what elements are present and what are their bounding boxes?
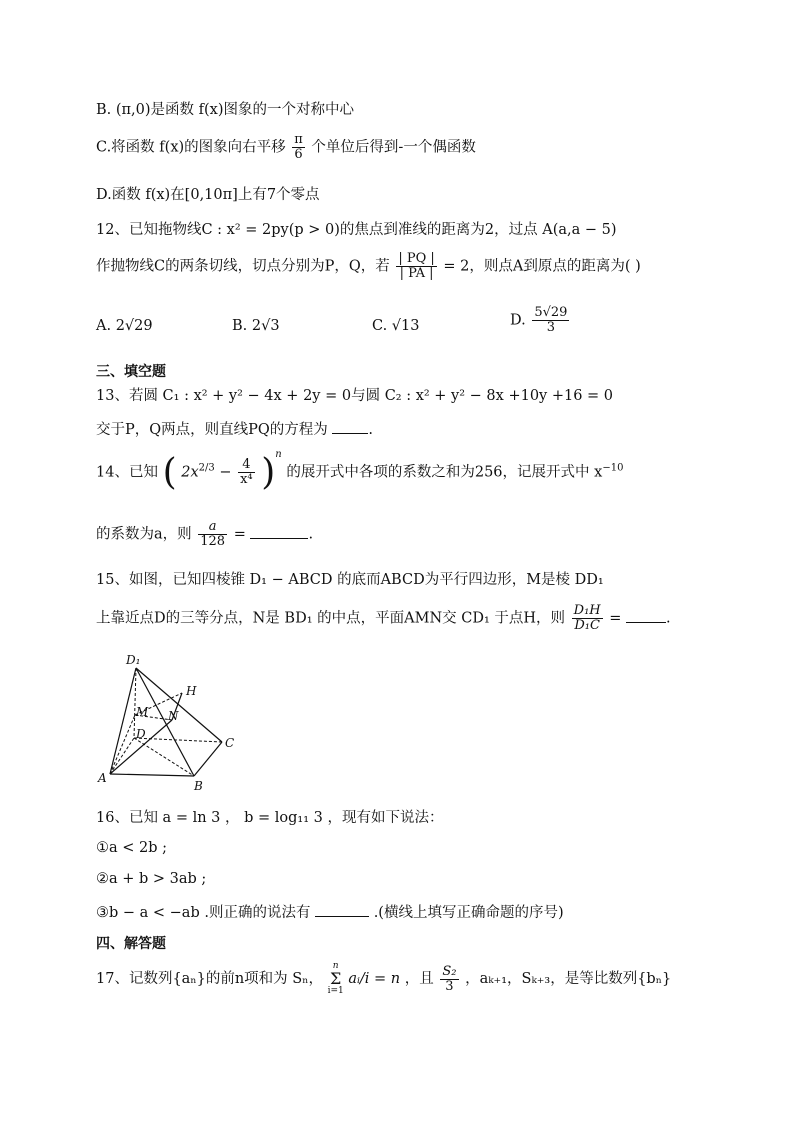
q14-exponent: 2/3 [198, 462, 215, 474]
q12-option-a: A. 2√29 [96, 318, 153, 334]
label-a: A [98, 771, 107, 785]
q11-option-d: D.函数 f(x)在[0,10π]上有7个零点 [96, 187, 320, 203]
q14-mid: 的展开式中各项的系数之和为256，记展开式中 x [286, 464, 603, 481]
q17-sum-body: aᵢ/i = n [348, 971, 401, 987]
q12-stem-line2 [96, 252, 641, 281]
sigma-icon: Σ [330, 969, 342, 988]
q12-option-b: B. 2√3 [232, 318, 280, 334]
q17-mid: ，且 [404, 971, 434, 987]
fraction-denominator: 128 [200, 534, 226, 549]
q14-coef: 2x [181, 464, 199, 481]
section-heading-solutions: 四、解答题 [96, 936, 166, 952]
section-heading-fill-in: 三、填空题 [96, 364, 166, 380]
q16-statement-1: ①a < 2b ; [96, 840, 168, 856]
q14-fraction [238, 458, 255, 487]
q12-fraction [396, 252, 436, 281]
label-d: D [136, 727, 146, 741]
fraction-denominator: D₁C [574, 618, 600, 633]
q11-option-c-post: 个单位后得到-一个偶函数 [311, 139, 476, 156]
q16-stem: 16、已知 a = ln 3 ， b = log₁₁ 3 ，现有如下说法： [96, 810, 444, 826]
q17-post: ，aₖ₊₁，Sₖ₊₃，是等比数列{bₙ} [465, 971, 672, 987]
fraction-denominator: x⁴ [240, 472, 253, 487]
answer-blank[interactable] [626, 610, 666, 623]
sum-lower: i=1 [327, 986, 344, 996]
q15-equals: = [609, 610, 622, 627]
label-d1: D₁ [126, 653, 141, 667]
q13-stem-line2: 交于P，Q两点，则直线PQ的方程为 . [96, 422, 374, 438]
q16-s3-post: .(横线上填写正确命题的序号) [373, 905, 564, 921]
fraction-numerator: π [294, 132, 303, 147]
q16-s3-pre: ③b − a < −ab .则正确的说法有 [96, 905, 311, 921]
edge-d-b [134, 738, 194, 776]
q12-option-d-label: D. [510, 312, 526, 329]
q15-stem-line1: 15、如图，已知四棱锥 D₁ − ABCD 的底而ABCD为平行四边形，M是棱 DD₁ [96, 572, 604, 588]
answer-blank[interactable] [332, 421, 368, 434]
label-c: C [225, 736, 235, 750]
q14-lead: 14、已知 [96, 464, 158, 481]
q14-minus: − [219, 464, 232, 481]
fraction-denominator: 3 [445, 978, 454, 994]
q12-option-c: C. √13 [372, 318, 420, 334]
q14-equals: = [233, 526, 246, 543]
q17-pre: 17、记数列{aₙ}的前n项和为 Sₙ， [96, 971, 323, 987]
q15-stem2-pre: 上靠近点D的三等分点，N是 BD₁ 的中点，平面AMN交 CD₁ 于点H，则 [96, 610, 566, 627]
fraction-numerator: | PQ | [398, 251, 435, 266]
q12-stem-pre: 作抛物线C的两条切线，切点分别为P，Q，若 [96, 258, 390, 275]
fraction-numerator: S₂ [442, 963, 457, 979]
q17-fraction [440, 965, 458, 994]
q11-option-c-fraction [292, 133, 305, 162]
q14-x-exponent: −10 [602, 462, 624, 474]
q14-stem-line2: 的系数为a，则 $\frac{a}{128}$ = . [96, 519, 314, 549]
q11-option-c [96, 133, 476, 162]
q13-stem-line1: 13、若圆 C₁ : x² + y² − 4x + 2y = 0与圆 C₂ : x² + y² − 8x +10y +16 = 0 [96, 388, 614, 404]
q12-option-d-fraction [532, 306, 569, 335]
q14-stem2-pre: 的系数为a，则 [96, 526, 192, 543]
q13-stem-text: 交于P，Q两点，则直线PQ的方程为 [96, 422, 328, 438]
q17-stem [96, 962, 671, 996]
fraction-numerator: 4 [238, 458, 255, 473]
fraction-numerator: D₁H [573, 603, 601, 618]
q12-stem-line1: 12、已知拖物线C : x² = 2py(p > 0)的焦点到准线的距离为2，过点 A(a,a − 5) [96, 222, 617, 238]
q14-stem-line1 [96, 448, 624, 493]
fraction-denominator: 3 [546, 320, 556, 335]
q15-stem-line2: 上靠近点D的三等分点，N是 BD₁ 的中点，平面AMN交 CD₁ 于点H，则 $\frac{\text{D₁H}}{\text{D₁C}}$ = . [96, 603, 671, 633]
q16-statement-2: ②a + b > 3ab ; [96, 871, 207, 887]
q12-option-d [510, 306, 571, 335]
q12-stem-post: = 2，则点A到原点的距离为( ) [443, 258, 641, 275]
q11-option-b: B. (π,0)是函数 f(x)图象的一个对称中心 [96, 102, 355, 118]
fraction-numerator: a [198, 520, 227, 535]
label-m: M [136, 705, 149, 719]
fraction-numerator: 5√29 [534, 305, 568, 320]
right-paren: ) [261, 452, 276, 493]
pyramid-figure [96, 650, 256, 800]
sum-upper: n [332, 961, 339, 971]
edge-a-b [110, 774, 194, 776]
fraction-denominator: | PA | [399, 266, 434, 281]
q16-statement-3 [96, 901, 564, 922]
q14-fraction2 [198, 520, 227, 549]
edge-b-c [194, 742, 222, 776]
q17-summation [328, 962, 344, 996]
fraction-denominator: 6 [294, 147, 303, 162]
answer-blank[interactable] [250, 526, 308, 539]
label-n: N [168, 709, 179, 723]
q11-option-c-pre: C.将函数 f(x)的图象向右平移 [96, 139, 286, 156]
label-b: B [194, 779, 203, 793]
answer-blank[interactable] [315, 904, 369, 917]
left-paren: ( [162, 452, 177, 493]
edge-d1-c [136, 668, 222, 742]
q15-fraction [572, 604, 603, 633]
label-h: H [186, 684, 197, 698]
q14-power: n [275, 448, 282, 460]
